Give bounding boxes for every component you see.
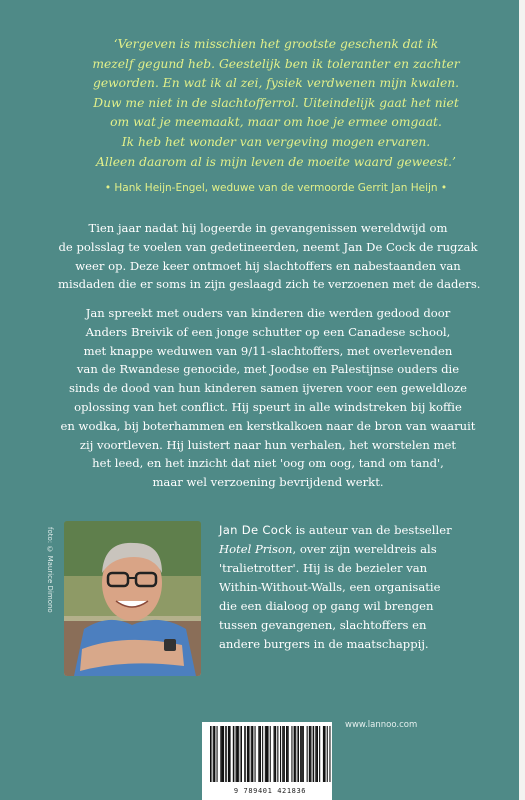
barcode-bar bbox=[220, 726, 221, 782]
quote-line: Alleen daarom al is mijn leven de moeite waard geweest.’ bbox=[96, 154, 456, 169]
barcode-bar bbox=[251, 726, 252, 782]
barcode-bar bbox=[262, 726, 263, 782]
page-edge bbox=[519, 0, 525, 800]
text-line: oplossing van het conflict. Hij speurt in alle windstreken bij koffie bbox=[74, 399, 462, 414]
barcode-bar bbox=[280, 726, 281, 782]
barcode-bar bbox=[258, 726, 259, 782]
barcode-bar bbox=[266, 726, 267, 782]
barcode-bar bbox=[255, 726, 256, 782]
bio-line: die een dialoog op gang wil brengen bbox=[219, 599, 434, 613]
barcode-bar bbox=[310, 726, 311, 782]
barcode-bar bbox=[237, 726, 239, 782]
blurb-paragraph-2 bbox=[58, 304, 478, 492]
quote-block bbox=[86, 35, 466, 172]
barcode-bar bbox=[300, 726, 301, 782]
quote-line: Duw me niet in de slachtofferrol. Uiteindelijk gaat het niet bbox=[93, 95, 459, 110]
barcode-bar bbox=[229, 726, 231, 782]
text-line: de polsslag te voelen van gedetineerden, neemt Jan De Cock de rugzak bbox=[58, 239, 478, 254]
barcode-bar bbox=[275, 726, 277, 782]
barcode-bar bbox=[213, 726, 214, 782]
barcode-bar bbox=[238, 726, 239, 782]
barcode-bar bbox=[319, 726, 320, 782]
barcode-bar bbox=[244, 726, 246, 782]
barcode-bar bbox=[277, 726, 278, 782]
barcode-bar bbox=[323, 726, 324, 782]
book-title: Hotel Prison bbox=[219, 542, 293, 556]
text-line: Jan spreekt met ouders van kinderen die werden gedood door bbox=[85, 306, 451, 320]
barcode-bar bbox=[223, 726, 224, 782]
barcode-bar bbox=[274, 726, 275, 782]
barcode-bar bbox=[295, 726, 296, 782]
text-line: het leed, en het inzicht dat niet 'oog om oog, tand om tand', bbox=[92, 456, 444, 471]
text-line: sinds de dood van hun kinderen samen ijveren voor een geweldloze bbox=[69, 381, 467, 396]
barcode-bar bbox=[316, 726, 318, 782]
author-portrait-illustration bbox=[64, 521, 201, 676]
quote-line: geworden. En wat ik al zei, fysiek verdwenen mijn kwalen. bbox=[92, 76, 460, 91]
bio-text: is auteur van de bestseller bbox=[291, 523, 452, 537]
quote-line: ‘Vergeven is misschien het grootste geschenk dat ik bbox=[113, 37, 439, 51]
bio-line: 'tralietrotter'. Hij is de bezieler van bbox=[219, 561, 428, 575]
barcode-bar bbox=[327, 726, 328, 782]
text-line: Tien jaar nadat hij logeerde in gevangenissen wereldwijd om bbox=[88, 221, 448, 235]
photo-credit: foto: © Maurice Dimono bbox=[46, 527, 54, 613]
barcode-bar bbox=[228, 726, 229, 782]
bio-line: tussen gevangenen, slachtoffers en bbox=[219, 618, 427, 632]
text-line: misdaden die er soms in zijn geslaagd zich te verzoenen met de daders. bbox=[58, 277, 481, 292]
barcode-bar bbox=[248, 726, 250, 782]
text-line: zij voortleven. Hij luistert naar hun verhalen, het worstelen met bbox=[79, 437, 457, 452]
barcode-bar bbox=[284, 726, 285, 782]
barcode-bar bbox=[225, 726, 227, 782]
barcode-bars bbox=[202, 722, 332, 788]
text-line: met knappe weduwen van 9/11-slachtoffers, met overlevenden bbox=[83, 343, 453, 358]
barcode-bar bbox=[210, 726, 212, 782]
quote-line: om wat je meemaakt, maar om hoe je ermee omgaat. bbox=[110, 115, 442, 130]
barcode-bar bbox=[303, 726, 304, 782]
publisher-website: www.lannoo.com bbox=[345, 720, 418, 730]
barcode-bar bbox=[259, 726, 261, 782]
barcode-bar bbox=[307, 726, 308, 782]
barcode-bar bbox=[313, 726, 315, 782]
blurb-paragraph-1 bbox=[58, 219, 481, 294]
quote-line: Ik heb het wonder van vergeving mogen ervaren. bbox=[121, 134, 431, 149]
author-name: Jan De Cock bbox=[219, 523, 292, 537]
barcode-bar bbox=[221, 726, 223, 782]
text-line: weer op. Deze keer ontmoet hij slachtoffers en nabestaanden van bbox=[75, 258, 461, 273]
barcode-bar bbox=[286, 726, 288, 782]
barcode-bar bbox=[329, 726, 330, 782]
bio-line bbox=[219, 521, 489, 540]
bio-line: Within-Without-Walls, een organisatie bbox=[219, 580, 441, 594]
barcode-bar bbox=[282, 726, 284, 782]
barcode-bar bbox=[267, 726, 269, 782]
barcode-bar bbox=[309, 726, 311, 782]
barcode-bar bbox=[252, 726, 254, 782]
author-photo bbox=[64, 521, 201, 676]
bio-line bbox=[219, 540, 489, 559]
barcode-bar bbox=[247, 726, 248, 782]
barcode-bar bbox=[315, 726, 316, 782]
quote-line: mezelf gegund heb. Geestelijk ben ik toleranter en zachter bbox=[92, 56, 460, 71]
barcode-bar bbox=[270, 726, 271, 782]
barcode-bar bbox=[240, 726, 242, 782]
barcode-bar bbox=[297, 726, 299, 782]
text-line: Anders Breivik of een jonge schutter op een Canadese school, bbox=[85, 324, 451, 339]
bio-line: andere burgers in de maatschappij. bbox=[219, 637, 429, 651]
barcode-bar bbox=[265, 726, 266, 782]
text-line: maar wel verzoening bevrijdend werkt. bbox=[152, 475, 384, 490]
text-line: van de Rwandese genocide, met Joodse en Palestijnse ouders die bbox=[76, 362, 460, 377]
barcode-bar bbox=[233, 726, 235, 782]
text-line: en wodka, bij boterhammen en kerstkalkoen naar de bron van waaruit bbox=[60, 418, 476, 433]
bio-text: , over zijn wereldreis als bbox=[292, 542, 437, 556]
barcode-bar bbox=[324, 726, 326, 782]
barcode-bar bbox=[301, 726, 303, 782]
isbn-number: 9 789401 421836 bbox=[211, 787, 329, 795]
barcode-bar bbox=[294, 726, 296, 782]
barcode-bar bbox=[288, 726, 289, 782]
barcode-bar bbox=[291, 726, 292, 782]
barcode-bar bbox=[217, 726, 218, 782]
author-bio bbox=[219, 521, 489, 654]
barcode-bar bbox=[236, 726, 237, 782]
barcode-bar bbox=[214, 726, 216, 782]
quote-attribution: • Hank Heijn-Engel, weduwe van de vermoorde Gerrit Jan Heijn • bbox=[104, 182, 448, 194]
